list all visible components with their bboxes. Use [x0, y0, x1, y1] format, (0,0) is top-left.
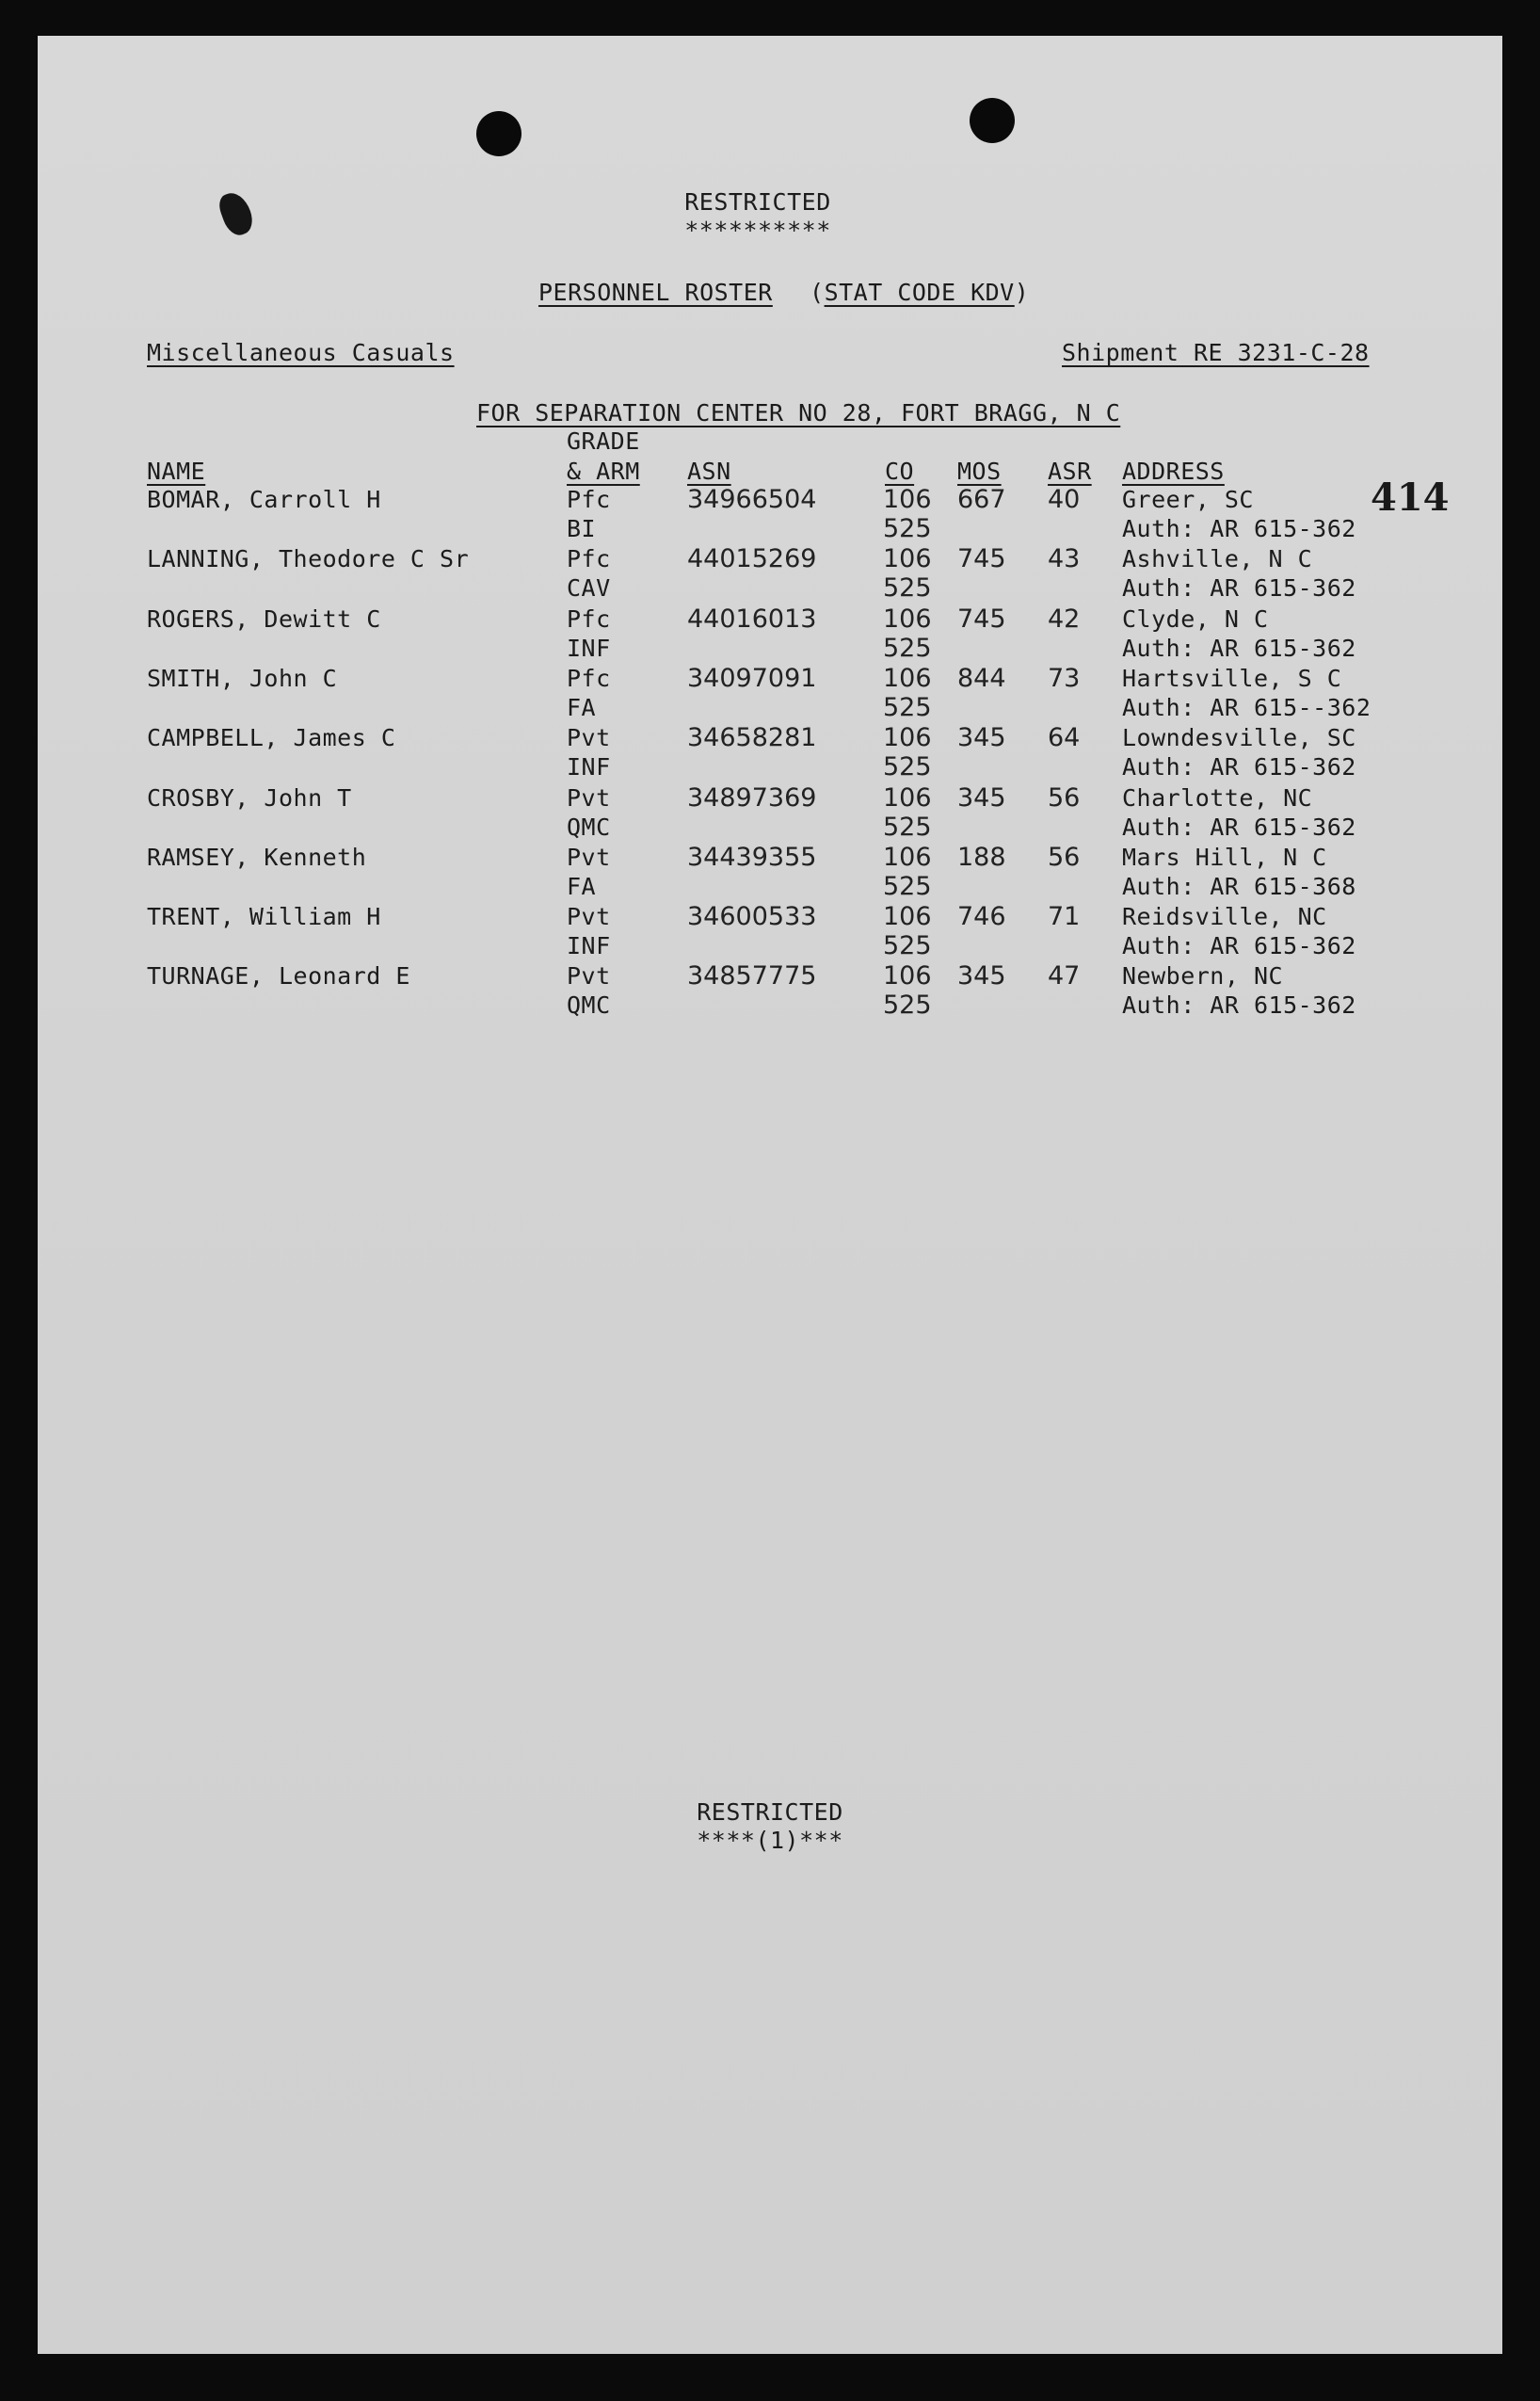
row-grade: Pfc [567, 664, 611, 692]
row-mos: 844 [957, 663, 1006, 693]
row-grade: Pfc [567, 545, 611, 573]
row-asr: 71 [1048, 902, 1081, 932]
subtitle: FOR SEPARATION CENTER NO 28, FORT BRAGG, N C [476, 399, 1121, 427]
row-grade: Pvt [567, 903, 611, 931]
row-grade: Pfc [567, 604, 611, 633]
row-grade: Pvt [567, 724, 611, 752]
row-asr: 40 [1048, 485, 1081, 514]
row-name: CAMPBELL, James C [147, 724, 396, 752]
row-asr: 43 [1048, 544, 1081, 574]
row-address: Reidsville, NC [1122, 903, 1327, 931]
row-asn: 34966504 [687, 485, 817, 514]
row-co: 106 [883, 782, 932, 813]
row-asn: 44015269 [687, 544, 817, 574]
stat-code: (STAT CODE KDV) [810, 279, 1030, 306]
row-co: 106 [883, 961, 932, 991]
row-arm: BI [567, 515, 597, 542]
row-asr: 47 [1048, 961, 1081, 991]
document-page [38, 36, 1502, 2354]
page-number: 414 [1371, 475, 1450, 520]
row-name: TURNAGE, Leonard E [147, 962, 410, 991]
row-address: Lowndesville, SC [1122, 724, 1356, 752]
column-header-grade: GRADE [567, 427, 640, 455]
column-header-address: ADDRESS [1122, 458, 1225, 485]
row-co-2: 525 [883, 633, 932, 663]
row-co-2: 525 [883, 871, 932, 901]
row-mos: 745 [957, 604, 1006, 634]
row-auth: Auth: AR 615-362 [1122, 932, 1356, 960]
row-name: LANNING, Theodore C Sr [147, 545, 470, 573]
row-address: Greer, SC [1122, 486, 1254, 513]
punch-hole [970, 98, 1015, 143]
row-co-2: 525 [883, 692, 932, 722]
row-auth: Auth: AR 615-362 [1122, 634, 1356, 662]
row-name: CROSBY, John T [147, 783, 352, 812]
stat-code-text: STAT CODE KDV [824, 279, 1015, 306]
row-mos: 345 [957, 961, 1006, 991]
row-mos: 745 [957, 544, 1006, 574]
footer-page-marker: ****(1)*** [697, 1827, 843, 1854]
row-address: Newbern, NC [1122, 962, 1284, 991]
column-header-co: CO [885, 458, 915, 485]
row-asr: 42 [1048, 604, 1081, 634]
row-arm: INF [567, 753, 611, 782]
row-auth: Auth: AR 615-362 [1122, 991, 1356, 1020]
row-co-2: 525 [883, 752, 932, 782]
header-stars: ********** [684, 217, 831, 244]
row-co: 106 [883, 902, 932, 932]
column-header-asn: ASN [687, 458, 731, 485]
row-address: Hartsville, S C [1122, 664, 1342, 692]
row-co: 106 [883, 663, 932, 693]
column-header-asr: ASR [1048, 458, 1092, 485]
row-grade: Pfc [567, 486, 611, 513]
row-mos: 345 [957, 782, 1006, 813]
row-mos: 667 [957, 485, 1006, 514]
punch-hole [476, 111, 521, 156]
row-co: 106 [883, 544, 932, 574]
row-address: Ashville, N C [1122, 545, 1313, 573]
row-arm: INF [567, 932, 611, 960]
restricted-header: RESTRICTED [684, 188, 831, 216]
row-asn: 44016013 [687, 604, 817, 634]
ink-stain [216, 188, 257, 238]
row-asr: 56 [1048, 782, 1081, 813]
row-auth: Auth: AR 615-362 [1122, 574, 1356, 603]
row-arm: QMC [567, 991, 611, 1020]
row-co: 106 [883, 723, 932, 753]
row-auth: Auth: AR 615-362 [1122, 515, 1356, 542]
row-asn: 34897369 [687, 782, 817, 813]
row-name: SMITH, John C [147, 664, 338, 692]
row-asn: 34857775 [687, 961, 817, 991]
row-asn: 34600533 [687, 902, 817, 932]
row-asn: 34658281 [687, 723, 817, 753]
row-co: 106 [883, 604, 932, 634]
row-auth: Auth: AR 615-362 [1122, 753, 1356, 782]
row-co: 106 [883, 842, 932, 872]
row-arm: QMC [567, 813, 611, 841]
row-co-2: 525 [883, 514, 932, 543]
row-co-2: 525 [883, 812, 932, 842]
row-co: 106 [883, 485, 932, 514]
row-asn: 34439355 [687, 842, 817, 872]
column-header-arm: & ARM [567, 458, 640, 485]
row-arm: FA [567, 872, 597, 900]
row-co-2: 525 [883, 931, 932, 961]
row-co-2: 525 [883, 991, 932, 1021]
row-auth: Auth: AR 615-368 [1122, 872, 1356, 900]
row-address: Clyde, N C [1122, 604, 1269, 633]
restricted-footer: RESTRICTED [697, 1798, 843, 1826]
row-address: Mars Hill, N C [1122, 843, 1327, 871]
row-co-2: 525 [883, 573, 932, 604]
row-arm: INF [567, 634, 611, 662]
row-asr: 73 [1048, 663, 1081, 693]
row-name: TRENT, William H [147, 903, 381, 931]
row-grade: Pvt [567, 962, 611, 991]
row-asn: 34097091 [687, 663, 817, 693]
row-address: Charlotte, NC [1122, 783, 1313, 812]
roster-title: PERSONNEL ROSTER [538, 279, 773, 306]
column-header-name: NAME [147, 458, 206, 485]
row-name: ROGERS, Dewitt C [147, 604, 381, 633]
row-asr: 64 [1048, 723, 1081, 753]
shipment-label: Shipment RE 3231-C-28 [1062, 339, 1370, 366]
row-arm: CAV [567, 574, 611, 603]
row-auth: Auth: AR 615--362 [1122, 693, 1372, 721]
row-grade: Pvt [567, 843, 611, 871]
row-auth: Auth: AR 615-362 [1122, 813, 1356, 841]
left-label: Miscellaneous Casuals [147, 339, 455, 366]
row-arm: FA [567, 693, 597, 721]
column-header-mos: MOS [957, 458, 1002, 485]
row-grade: Pvt [567, 783, 611, 812]
row-mos: 188 [957, 842, 1006, 872]
row-name: RAMSEY, Kenneth [147, 843, 367, 871]
row-mos: 746 [957, 902, 1006, 932]
row-mos: 345 [957, 723, 1006, 753]
row-asr: 56 [1048, 842, 1081, 872]
row-name: BOMAR, Carroll H [147, 486, 381, 513]
